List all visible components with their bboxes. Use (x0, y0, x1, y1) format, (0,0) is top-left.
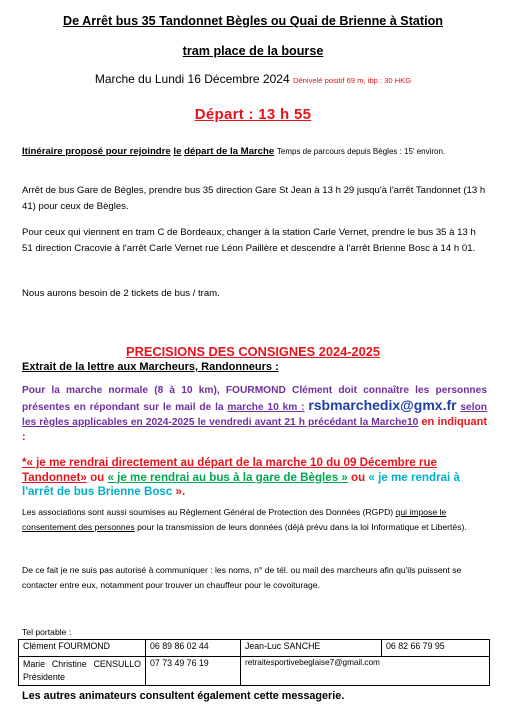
rules-text: selon les règles applicables en 2024-2025 le vendredi avant 21 h précédant la Marche10 (22, 402, 487, 428)
rgpd-text-a: Les associations sont aussi soumises au Règlement Général de Protection des Données (RGPD) (22, 507, 394, 517)
registration-instructions (22, 383, 487, 445)
itinerary-heading-le: le (173, 146, 182, 157)
indiquant-text: en indiquant : (22, 416, 487, 443)
title-line-2: tram place de la bourse (182, 44, 324, 58)
marche-10-link[interactable]: marche 10 km : (227, 402, 305, 413)
rgpd-paragraph (22, 505, 488, 534)
date-text: Marche du Lundi 16 Décembre 2024 (94, 72, 290, 86)
date-line (0, 72, 506, 86)
footer-note: Les autres animateurs consultent également cette messagerie. (22, 690, 345, 702)
contact-row (19, 640, 490, 657)
contact-phone: 07 73 49 76 19 (146, 657, 241, 686)
travel-time: Temps de parcours depuis Bègles : 15' environ. (276, 147, 446, 156)
contact-email[interactable]: rsbmarchedix@gmx.fr (308, 397, 457, 413)
itinerary-para-3: Nous aurons besoin de 2 tickets de bus / tram. (22, 288, 220, 299)
itinerary-para-1: Arrêt de bus Gare de Bègles, prendre bus 35 direction Gare St Jean à 13 h 29 jusqu'à l'arrêt Tandonnet (13 h 41) pour ceux de Bègles. (22, 185, 486, 212)
elevation-text: Dénivelé positif 69 m, ibp : 30 HKG (292, 76, 412, 85)
itinerary-para-2: Pour ceux qui viennent en tram C de Bordeaux, changer à la station Carle Vernet, prendre le bus 35 à 13 h 51 direction Cracovie à l'arrêt Carle Vernet rue Léon Paillère et descendre à l'arrêt Brienne Bosc à 14 h 01. (22, 227, 476, 254)
consignes-heading: PRECISIONS DES CONSIGNES 2024-2025 (126, 344, 380, 359)
contact-phone: 06 89 86 02 44 (146, 640, 241, 657)
contact-email-cell[interactable]: retraitesportivebeglaise7@gmail.com (241, 657, 490, 686)
contact-name: Clément FOURMOND (19, 640, 146, 657)
contact-name-text: Marie Christine CENSULLO (23, 659, 141, 669)
itinerary-heading-b: départ de la Marche (184, 146, 275, 157)
itinerary-heading-a: Itinéraire proposé pour rejoindre (22, 146, 171, 157)
option-end: ». (172, 485, 186, 498)
option-gare-begles: « je me rendrai au bus à la gare de Bègles » (107, 470, 348, 484)
contact-name: Jean-Luc SANCHE (241, 640, 382, 657)
contact-name (19, 657, 146, 686)
privacy-paragraph: De ce fait je ne suis pas autorisé à communiquer : les noms, n° de tél. ou mail des marcheurs afin qu'ils puissent se contacter entre eux, notamment pour trouver un chauffeur pour le covoiturage. (22, 565, 462, 590)
or-separator-2: ou (347, 470, 369, 484)
departure-time: Départ : 13 h 55 (194, 106, 312, 123)
contact-phone: 06 82 66 79 95 (382, 640, 490, 657)
rgpd-consent: qui impose le consentement des personnes (22, 507, 447, 532)
option-brienne-bosc: « je me rendrai à l'arrêt de bus Brienne Bosc (22, 470, 460, 498)
contact-role: Présidente (23, 672, 66, 682)
extract-heading: Extrait de la lettre aux Marcheurs, Randonneurs : (22, 361, 279, 373)
or-separator-1: ou (86, 470, 108, 484)
title-line-1: De Arrêt bus 35 Tandonnet Bègles ou Quai de Brienne à Station (63, 14, 443, 28)
response-options (22, 456, 487, 500)
rgpd-text-b: pour la transmission de leurs données (déjà prévu dans la loi Informatique et Libertés). (137, 521, 467, 532)
option-direct: *« je me rendrai directement au départ de la marche 10 du 09 Décembre rue Tandonnet» (22, 456, 437, 484)
itinerary-heading (22, 144, 488, 160)
contact-row (19, 657, 490, 686)
contacts-table (18, 639, 490, 686)
registration-text: Pour la marche normale (8 à 10 km), FOURMOND Clément doit connaître les personnes présentes en répondant sur le mail de la (22, 385, 487, 413)
contacts-label: Tel portable : (22, 627, 72, 637)
